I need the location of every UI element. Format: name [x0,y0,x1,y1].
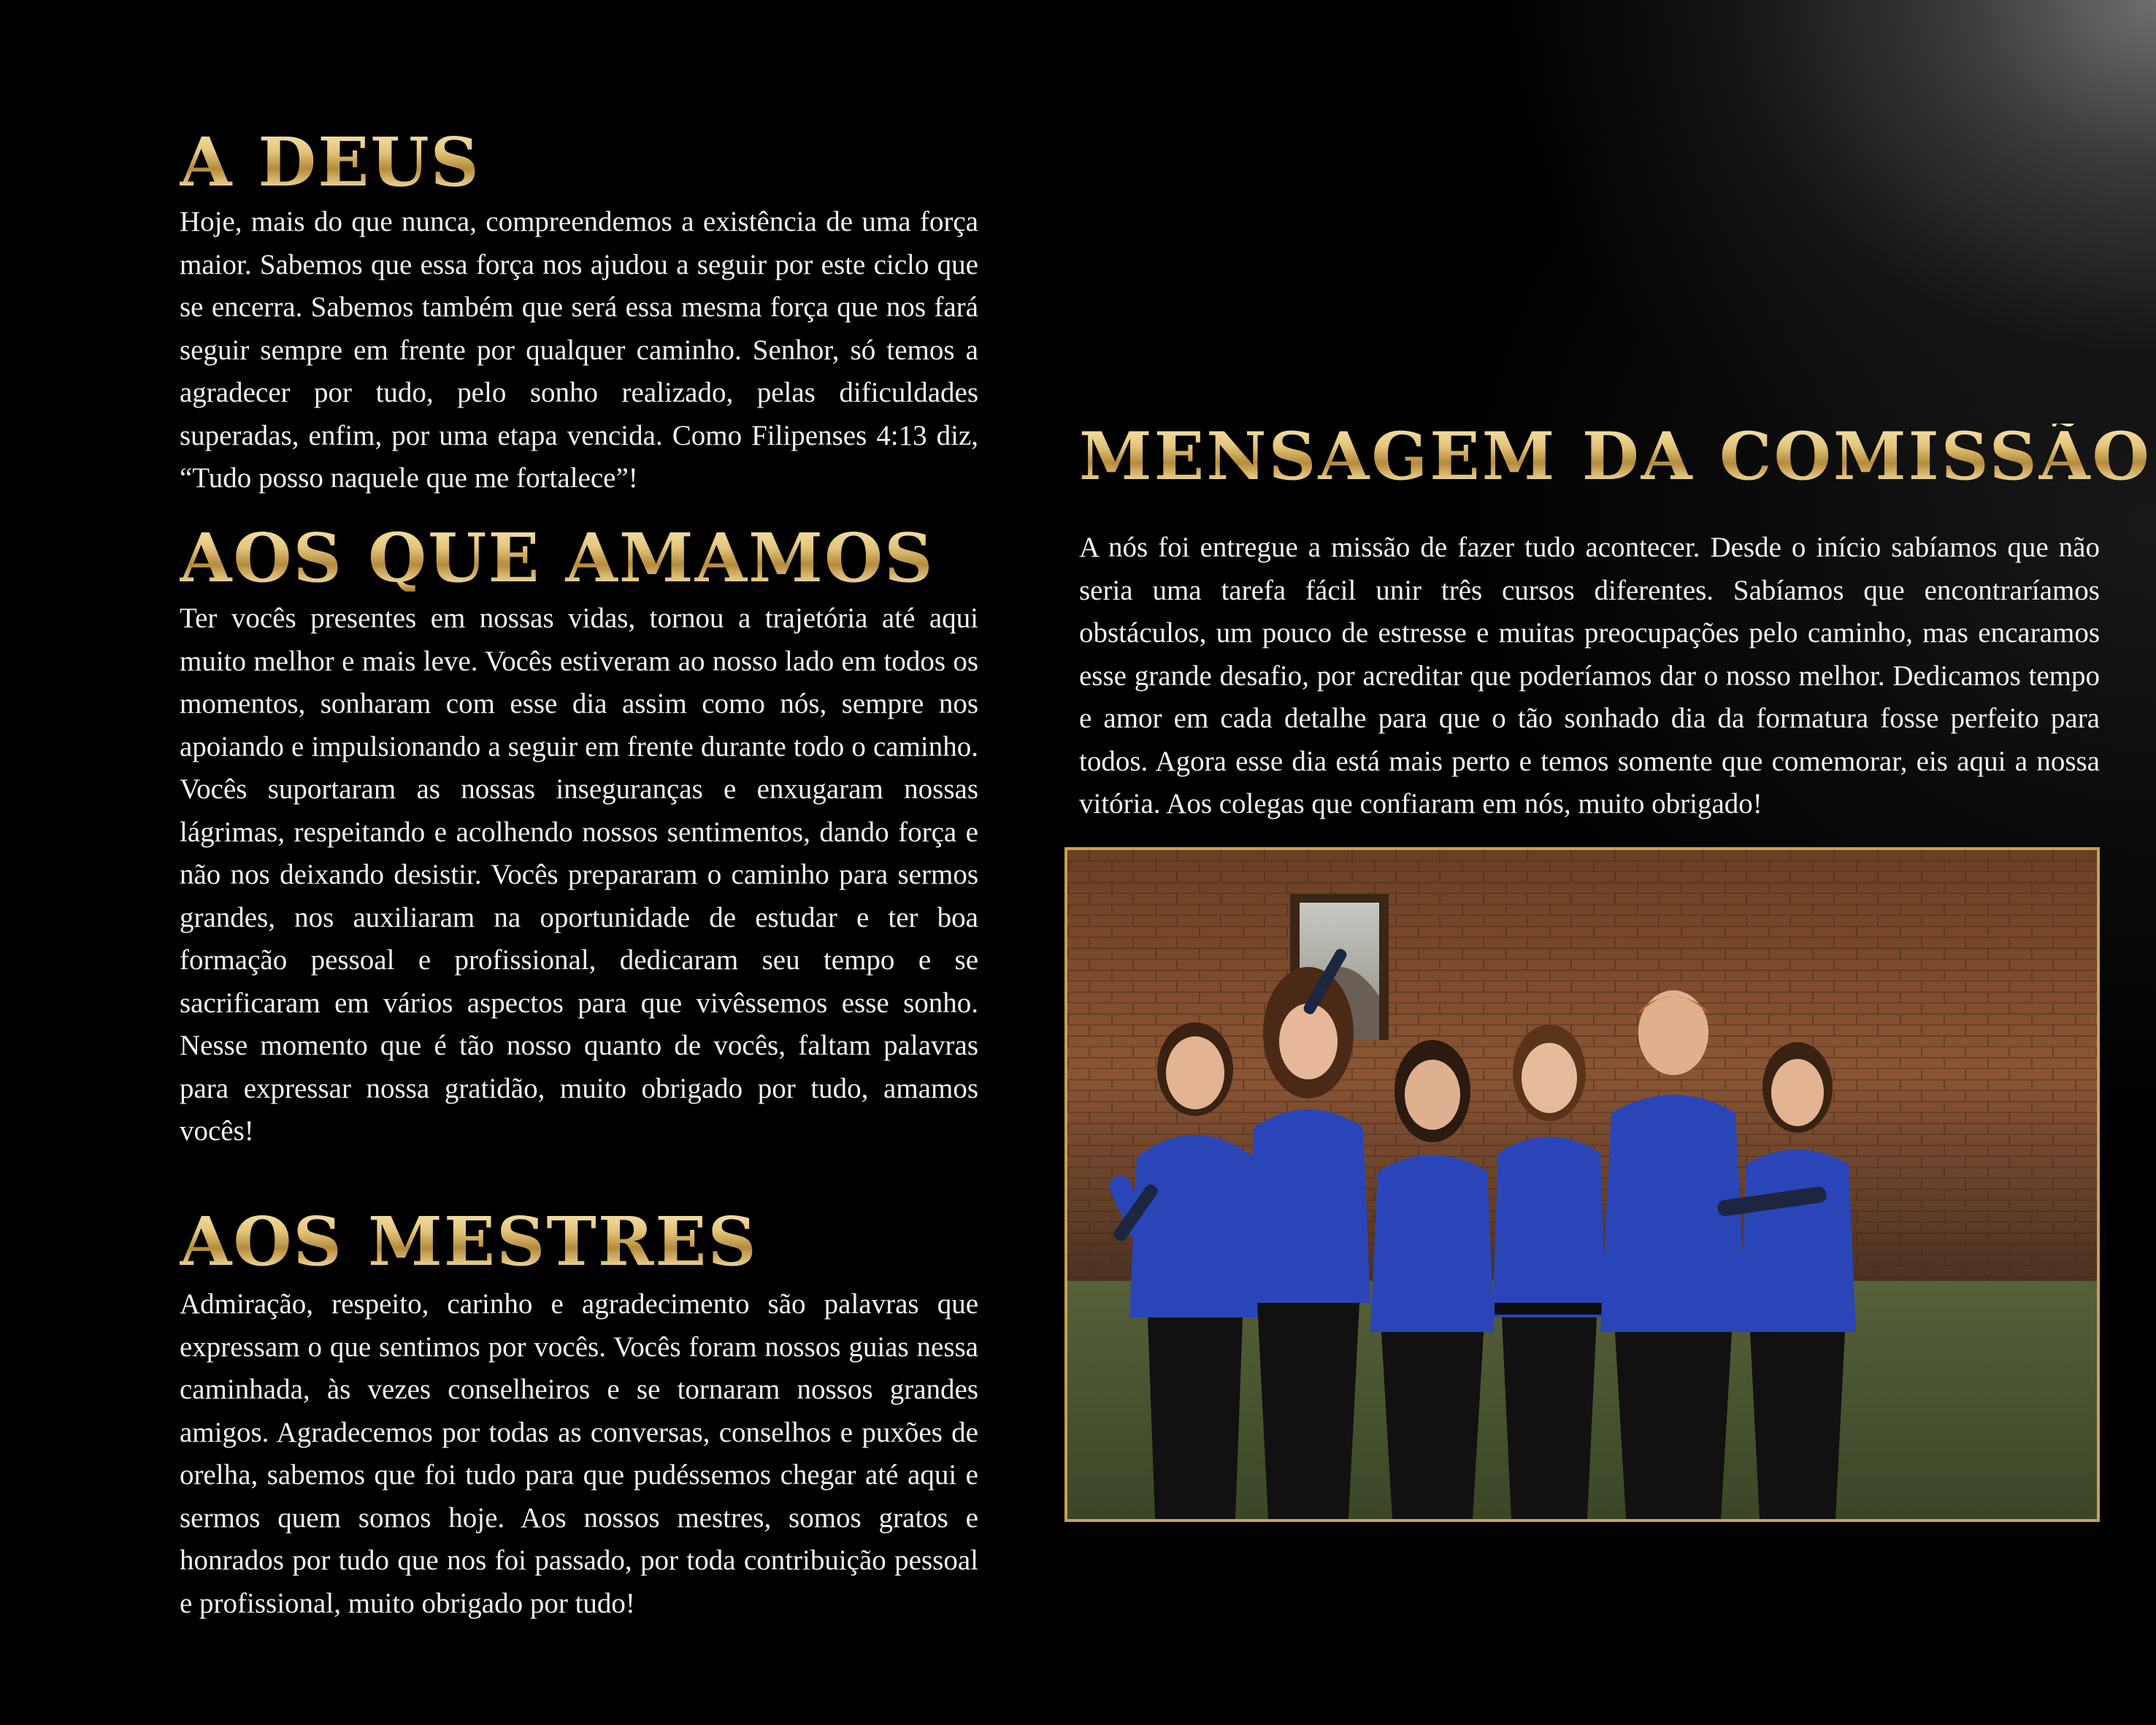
text-aos-que-amamos: Ter vocês presentes em nossas vidas, tornou a trajetória até aqui muito melhor e mais leve. Vocês estiveram ao nosso lado em todos os momentos, sonharam com esse dia assim como nós, sempre nos apoiando e impulsionando a seguir em frente durante todo o caminho. Vocês suportaram as nossas inseguranças e enxugaram nossas lágrimas, respeitando e acolhendo nossos sentimentos, dando força e não nos deixando desistir. Vocês prepararam o caminho para sermos grandes, nos auxiliaram na oportunidade de estudar e ter boa formação pessoal e profissional, dedicaram seu tempo e se sacrificaram em vários aspectos para que vivêssemos esse sonho. Nesse momento que é tão nosso quanto de vocês, faltam palavras para expressar nossa gratidão, muito obrigado por tudo, amamos vocês! [180,603,978,1147]
text-mensagem-comissao: A nós foi entregue a missão de fazer tudo acontecer. Desde o início sabíamos que não seria uma tarefa fácil unir três cursos diferentes. Sabíamos que encontraríamos obstáculos, um pouco de estresse e muitas preocupações pelo caminho, mas encaramos esse grande desafio, por acreditar que poderíamos dar o nosso melhor. Dedicamos tempo e amor em cada detalhe para que o tão sonhado dia da formatura fosse perfeito para todos. Agora esse dia está mais perto e temos somente que comemorar, eis aqui a nossa vitória. Aos colegas que confiaram em nós, muito obrigado! [1079,532,2100,819]
text-aos-mestres: Admiração, respeito, carinho e agradecimento são palavras que expressam o que sentimos por vocês. Vocês foram nossos guias nessa caminhada, às vezes conselheiros e se tornaram nossos grandes amigos. Agradecemos por todas as conversas, conselhos e puxões de orelha, sabemos que foi tudo para que pudéssemos chegar até aqui e sermos quem somos hoje. Aos nossos mestres, somos gratos e honrados por tudo que nos foi passado, por toda contribuição pessoal e profissional, muito obrigado por tudo! [180,1288,978,1619]
group-photo [1064,847,2100,1522]
group-photo-illustration [1067,850,2097,1519]
heading-aos-mestres: AOS MESTRES [180,1202,758,1281]
text-a-deus: Hoje, mais do que nunca, compreendemos a existência de uma força maior. Sabemos que essa força nos ajudou a seguir por este ciclo que se encerra. Sabemos também que será essa mesma força que nos fará seguir sempre em frente por qualquer caminho. Senhor, só temos a agradecer por tudo, pelo sonho realizado, pelas dificuldades superadas, enfim, por uma etapa vencida. Como Filipenses 4:13 diz, “Tudo posso naquele que me fortalece”! [180,206,978,494]
heading-aos-que-amamos: AOS QUE AMAMOS [180,519,935,597]
heading-a-deus: A DEUS [180,123,480,202]
heading-mensagem-comissao: MENSAGEM DA COMISSÃO [1079,418,2152,495]
